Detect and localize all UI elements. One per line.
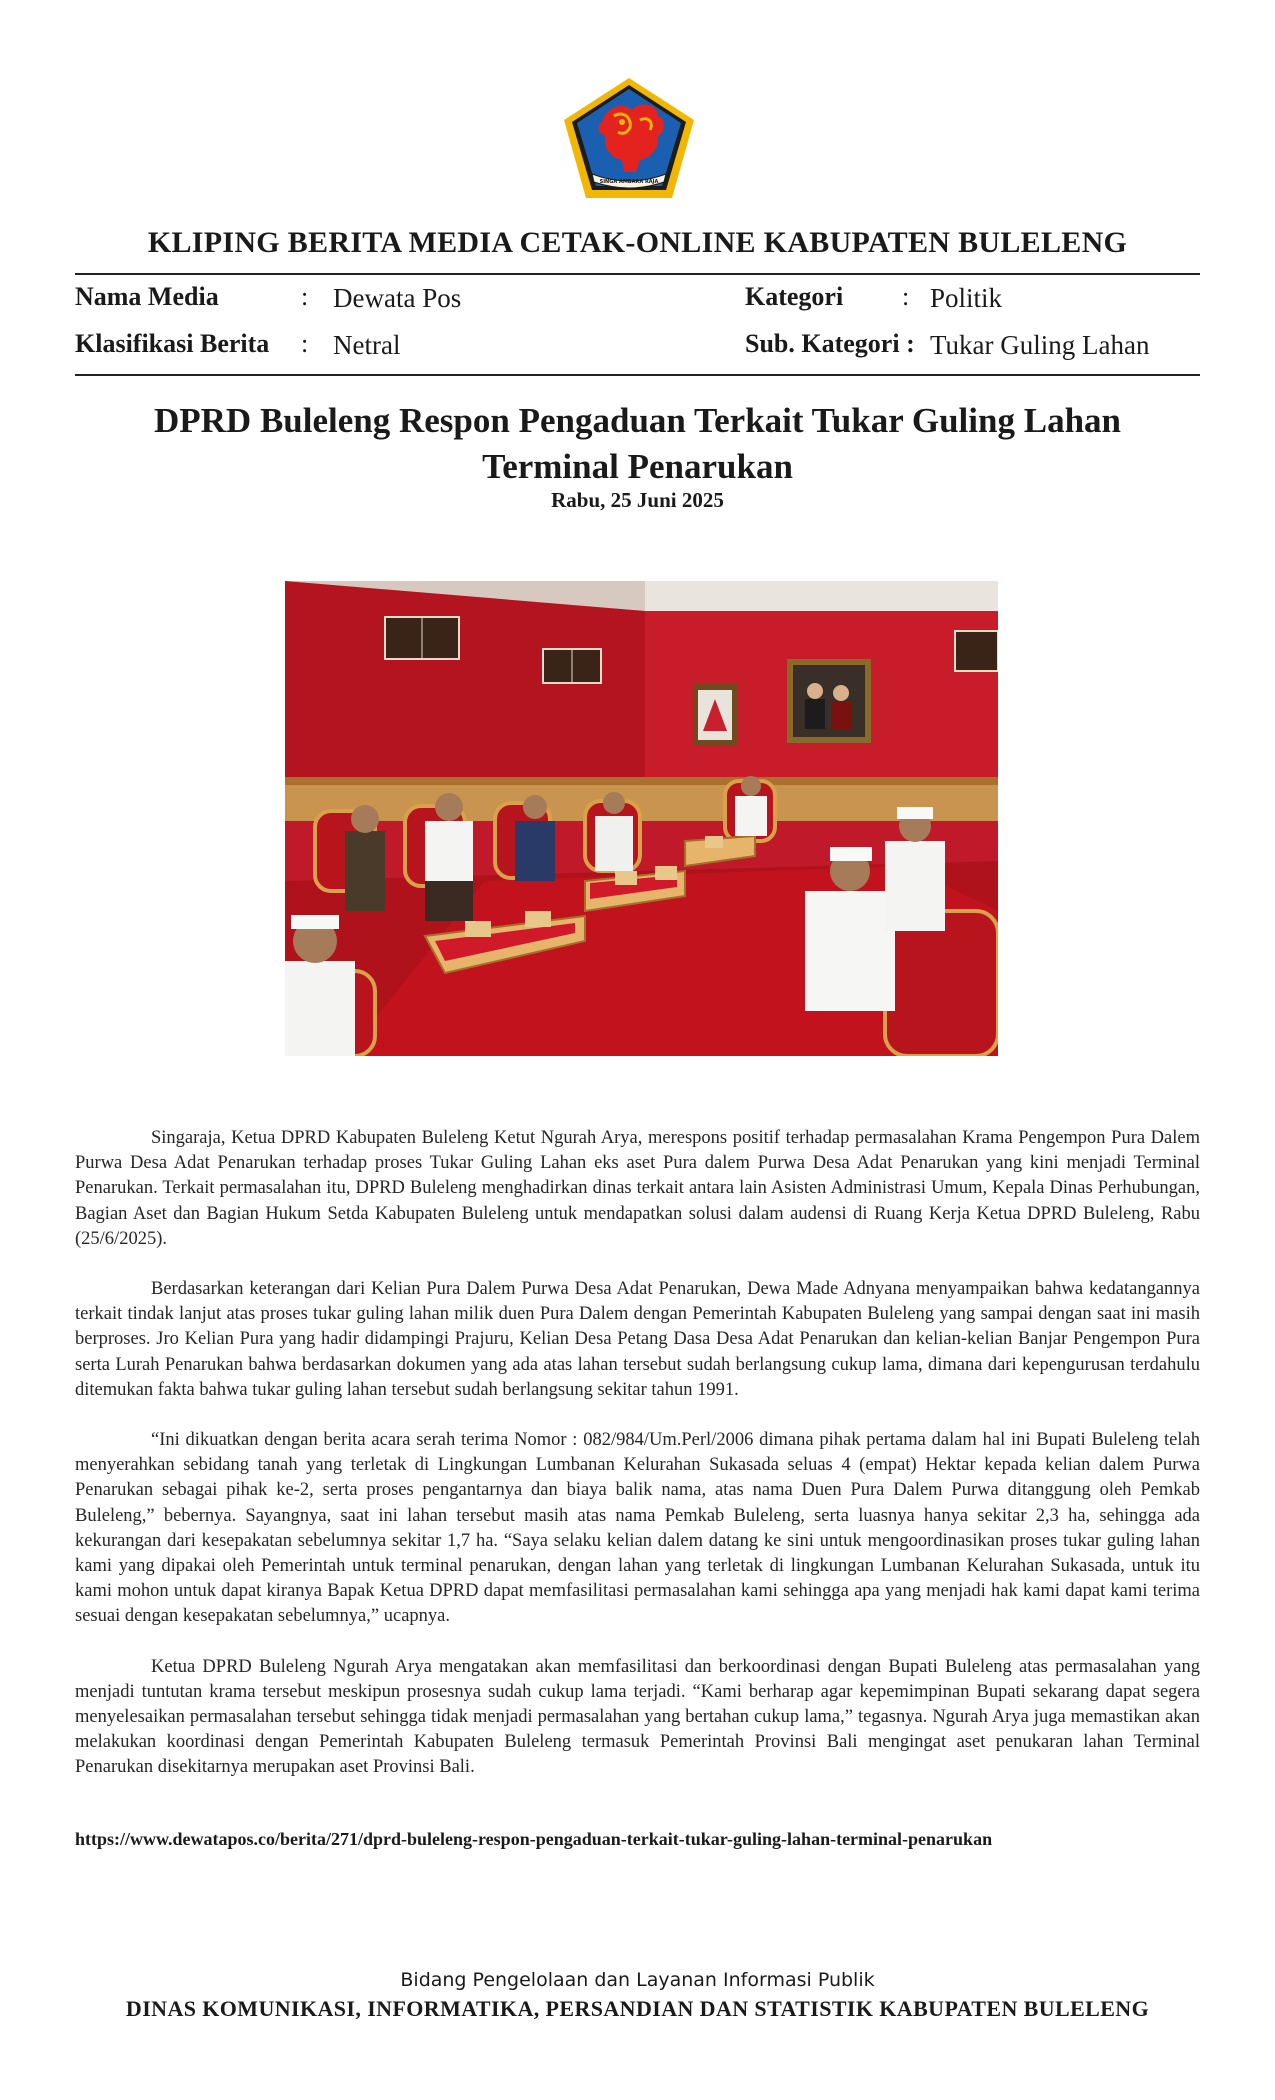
category-label: Kategori	[745, 282, 844, 311]
category-value: Politik	[930, 283, 1003, 313]
buleleng-regency-emblem-icon	[562, 76, 696, 200]
subcategory-label: Sub. Kategori :	[745, 329, 915, 358]
clipping-header-title: KLIPING BERITA MEDIA CETAK-ONLINE KABUPATEN BULELENG	[147, 226, 1128, 259]
source-url-link[interactable]: https://www.dewatapos.co/berita/271/dprd-buleleng-respon-pengaduan-terkait-tukar-guling-lahan-terminal-penarukan	[75, 1829, 993, 1849]
article-title: DPRD Buleleng Respon Pengaduan Terkait Tukar Guling Lahan Terminal Penarukan	[153, 401, 1121, 486]
classification-label: Klasifikasi Berita	[75, 329, 270, 358]
category-colon: :	[902, 282, 910, 311]
article-date: Rabu, 25 Juni 2025	[551, 488, 724, 512]
header-top-rule	[75, 273, 1200, 275]
article-paragraph: Ketua DPRD Buleleng Ngurah Arya mengatakan akan memfasilitasi dan berkoordinasi dengan Bupati Buleleng atas permasalahan yang menjadi tuntutan krama tersebut meskipun prosesnya sudah cukup lama terjadi. “Kami berharap agar kepemimpinan Bupati sekarang dapat segera menyelesaikan permasalahan tersebut sehingga tidak menjadi permasalahan yang bertahan cukup lama,” tegasnya. Ngurah Arya juga memastikan akan melakukan koordinasi dengan Pemerintah Kabupaten Buleleng termasuk Pemerintah Provinsi Bali mengingat aset penukaran lahan Terminal Penarukan disekitarnya merupakan aset Provinsi Bali.	[75, 1656, 1200, 1778]
classification-value: Netral	[333, 330, 401, 360]
meeting-room-photo	[285, 581, 998, 1056]
media-name-label: Nama Media	[75, 282, 219, 311]
footer-office-name: DINAS KOMUNIKASI, INFORMATIKA, PERSANDIAN DAN STATISTIK KABUPATEN BULELENG	[125, 1996, 1150, 2021]
article-body	[75, 1126, 1200, 1806]
classification-colon: :	[301, 329, 309, 358]
subcategory-value: Tukar Guling Lahan	[930, 330, 1150, 360]
article-paragraph: Singaraja, Ketua DPRD Kabupaten Buleleng Ketut Ngurah Arya, merespons positif terhadap permasalahan Krama Pengempon Pura Dalem Purwa Desa Adat Penarukan terhadap proses Tukar Guling Lahan eks aset Pura dalem Purwa Desa Adat Penarukan yang kini menjadi Terminal Penarukan. Terkait permasalahan itu, DPRD Buleleng menghadirkan dinas terkait antara lain Asisten Administrasi Umum, Kepala Dinas Perhubungan, Bagian Aset dan Bagian Hukum Setda Kabupaten Buleleng untuk mendapatkan solusi dalam audensi di Ruang Kerja Ketua DPRD Buleleng, Rabu (25/6/2025).	[75, 1128, 1200, 1249]
media-name-colon: :	[301, 282, 309, 311]
article-paragraph: Berdasarkan keterangan dari Kelian Pura Dalem Purwa Desa Adat Penarukan, Dewa Made Adnyana menyampaikan bahwa kedatangannya terkait tindak lanjut atas proses tukar guling lahan milik duen Pura Dalem dengan Pemerintah Kabupaten Buleleng yang sampai dengan saat ini masih berproses. Jro Kelian Pura yang hadir didampingi Prajuru, Kelian Desa Petang Dasa Desa Adat Penarukan dan kelian-kelian Banjar Pengempon Pura serta Lurah Penarukan bahwa berdasarkan dokumen yang ada atas lahan tersebut sudah berlangsung cukup lama, dimana dari kepengurusan terdahulu ditemukan fakta bahwa tukar guling lahan tersebut sudah berlangsung sekitar tahun 1991.	[75, 1279, 1200, 1400]
emblem-motto: SINGA AMBARA RAJA	[599, 179, 659, 185]
media-name-value: Dewata Pos	[333, 283, 462, 313]
meta-bottom-rule	[75, 374, 1200, 376]
article-paragraph: “Ini dikuatkan dengan berita acara serah terima Nomor : 082/984/Um.Perl/2006 dimana pihak pertama dalam hal ini Bupati Buleleng telah menyerahkan sebidang tanah yang terletak di Lingkungan Lumbanan Kelurahan Sukasada seluas 4 (empat) Hektar kepada kelian dalem Purwa Penarukan sebagai pihak ke-2, serta proses pengantarnya dan biaya balik nama, atas nama Duen Pura Dalem Purwa ditanggung oleh Pemkab Buleleng,” bebernya. Sayangnya, saat ini lahan tersebut masih atas nama Pemkab Buleleng, serta luasnya hanya sekitar 2,3 ha, sehingga ada kekurangan dari kesepakatan sebelumnya sekitar 1,7 ha. “Saya selaku kelian dalem datang ke sini untuk mengoordinasikan proses tukar guling lahan kami yang dipakai oleh Pemerintah untuk terminal penarukan, dengan lahan yang terletak di lingkungan Lumbanan Kelurahan Sukasada, untuk itu kami mohon untuk dapat kiranya Bapak Ketua DPRD dapat memfasilitasi permasalahan kami sehingga apa yang menjadi hak kami dapat kami terima sesuai dengan kesepakatan sebelumnya,” ucapnya.	[75, 1430, 1200, 1627]
footer-unit-name: Bidang Pengelolaan dan Layanan Informasi Publik	[400, 1969, 875, 1991]
